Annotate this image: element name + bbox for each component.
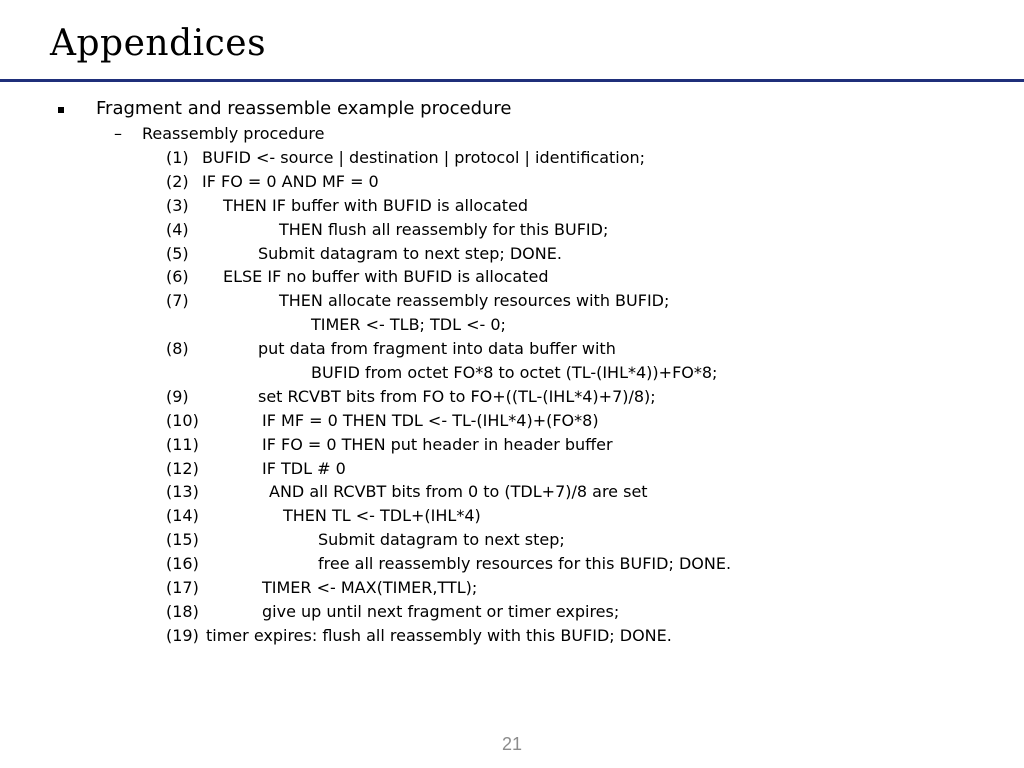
step-number: (16) <box>166 554 199 574</box>
procedure-step <box>166 265 731 289</box>
step-text: timer expires: flush all reassembly with this BUFID; DONE. <box>206 625 672 645</box>
procedure-step <box>166 457 731 481</box>
title-divider <box>0 79 1024 82</box>
step-text: Submit datagram to next step; DONE. <box>258 243 562 263</box>
step-number: (5) <box>166 243 189 263</box>
step-text: set RCVBT bits from FO to FO+((TL-(IHL*4)+7)/8); <box>258 386 656 406</box>
step-number: (15) <box>166 530 199 550</box>
step-text: put data from fragment into data buffer with <box>258 339 616 359</box>
square-bullet-icon <box>58 107 64 113</box>
step-number: (10) <box>166 410 199 430</box>
procedure-list <box>166 146 731 648</box>
sub-bullet-text: Reassembly procedure <box>142 124 325 143</box>
step-number: (11) <box>166 434 199 454</box>
procedure-step <box>166 409 731 433</box>
procedure-step <box>166 385 731 409</box>
step-number: (19) <box>166 625 199 645</box>
step-text: BUFID <- source | destination | protocol | identification; <box>202 148 646 167</box>
step-number: (4) <box>166 219 189 239</box>
procedure-step <box>166 624 731 648</box>
procedure-step <box>166 242 731 266</box>
dash-bullet-icon: – <box>114 124 122 143</box>
step-number: (7) <box>166 291 189 311</box>
sub-bullet-item <box>114 123 324 145</box>
procedure-step <box>166 146 731 170</box>
procedure-step <box>166 218 731 242</box>
bullet-item <box>58 97 512 121</box>
step-number: (13) <box>166 482 199 502</box>
step-text: THEN allocate reassembly resources with BUFID; <box>279 291 670 311</box>
step-number: (2) <box>166 171 189 191</box>
procedure-step <box>166 480 731 504</box>
step-text: TIMER <- MAX(TIMER,TTL); <box>262 578 478 598</box>
procedure-step <box>166 504 731 528</box>
procedure-step <box>166 337 731 361</box>
step-text: AND all RCVBT bits from 0 to (TDL+7)/8 are set <box>269 482 648 502</box>
step-number: (6) <box>166 267 189 287</box>
bullet-text: Fragment and reassemble example procedure <box>96 98 512 119</box>
step-text: TIMER <- TLB; TDL <- 0; <box>311 315 506 335</box>
procedure-step <box>166 576 731 600</box>
procedure-step <box>166 361 731 385</box>
step-text: BUFID from octet FO*8 to octet (TL-(IHL*4))+FO*8; <box>311 363 718 383</box>
step-text: IF MF = 0 THEN TDL <- TL-(IHL*4)+(FO*8) <box>262 410 599 430</box>
step-number: (9) <box>166 386 189 406</box>
procedure-step <box>166 313 731 337</box>
step-text: IF TDL # 0 <box>262 458 346 478</box>
step-text: Submit datagram to next step; <box>318 530 565 550</box>
procedure-step <box>166 552 731 576</box>
step-text: THEN flush all reassembly for this BUFID; <box>279 219 609 239</box>
step-number: (18) <box>166 601 199 621</box>
step-number: (12) <box>166 458 199 478</box>
step-number: (17) <box>166 578 199 598</box>
procedure-step <box>166 600 731 624</box>
step-number: (3) <box>166 195 189 215</box>
step-text: free all reassembly resources for this BUFID; DONE. <box>318 554 732 574</box>
step-text: IF FO = 0 AND MF = 0 <box>202 171 379 191</box>
step-text: THEN TL <- TDL+(IHL*4) <box>283 506 481 526</box>
slide-title: Appendices <box>50 23 267 64</box>
step-text: IF FO = 0 THEN put header in header buffer <box>262 434 613 454</box>
step-text: give up until next fragment or timer expires; <box>262 601 620 621</box>
step-number: (14) <box>166 506 199 526</box>
page-number: 21 <box>501 734 523 754</box>
procedure-step <box>166 528 731 552</box>
step-text: THEN IF buffer with BUFID is allocated <box>223 195 529 215</box>
step-number: (1) <box>166 148 189 167</box>
step-number: (8) <box>166 339 189 359</box>
step-text: ELSE IF no buffer with BUFID is allocated <box>223 267 549 287</box>
procedure-step <box>166 170 731 194</box>
procedure-step <box>166 194 731 218</box>
procedure-step <box>166 433 731 457</box>
procedure-step <box>166 289 731 313</box>
